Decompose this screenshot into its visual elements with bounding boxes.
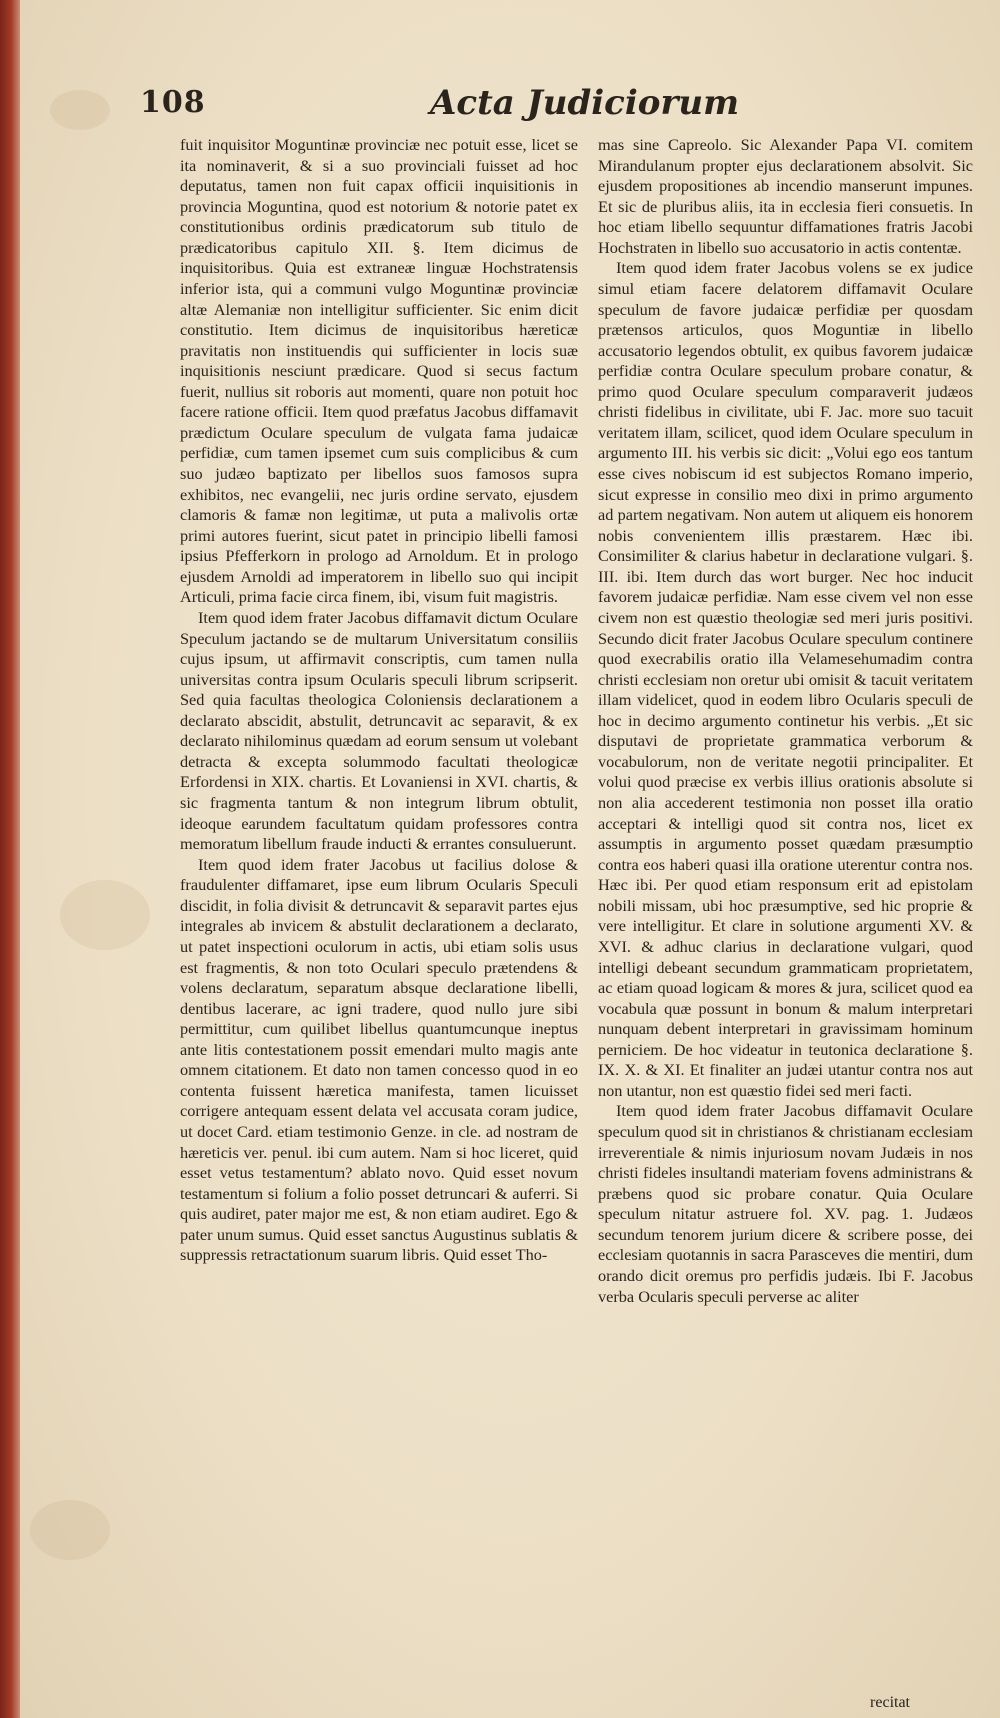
foxing-stain: [50, 90, 110, 130]
right-column: [598, 135, 973, 1307]
paragraph: Item quod idem frater Jacobus ut facilius dolose & fraudulenter diffamaret, ipse eum librum Ocularis Speculi discidit, in folia divisit & detruncavit & separavit partes ejus integrales ab invicem & abstulit declarationem a declarato, ut patet inspectioni oculorum in actis, ubi etiam solis usus est fragmentis, & non toto Oculari speculo prætendens & volens declaratum, separatum absque declaratione libelli, dentibus lacerare, ac igni tradere, quod nullo jure sibi permittitur, cum quilibet libellus quantumcunque ineptus ante litis contestationem possit emendari multo magis ante omnem citationem. Et dato non tamen concesso quod in eo contenta fuissent hæretica manifesta, tamen licuisset corrigere antequam essent delata vel accusata coram judice, ut docet Card. etiam testimonio Genze. in cle. ad nostram de hæreticis ver. penul. ibi cum autem. Nam si hoc liceret, quid esset vetus testamentum? ablato novo. Quid esset novum testamentum si folium a folio posset detruncari & auferri. Si quis audiret, pater major me est, & non etiam audiret. Ego & pater unum sumus. Quid esset sanctus Augustinus sublatis & suppressis retractationum suarum libris. Quid esset Tho-: [180, 854, 578, 1265]
foxing-stain: [30, 1500, 110, 1560]
paragraph: fuit inquisitor Moguntinæ provinciæ nec potuit esse, licet se ita nominaverit, & si a suo provinciali fuisset ad hoc deputatus, tamen non fuit capax officii inquisitionis in provincia Moguntina, quod est notorium & notorie patet ex constitutionibus ordinis prædicatorum sub titulo de prædicatoribus capitulo XII. §. Item dicimus de inquisitoribus. Quia est extraneæ linguæ Hochstratensis inferior ista, qui a communi vulgo Moguntinæ provinciæ altæ Alemaniæ non intelligitur sufficienter. Sic enim dicit constitutio. Item dicimus de inquisitoribus hæreticæ pravitatis non instituendis qui sufficienter in locis suæ inquisitionis nesciunt prædicare. Quod si secus factum fuerit, nullius sit roboris aut momenti, quare non potuit hoc facere ratione officii. Item quod præfatus Jacobus diffamavit prædictum Oculare speculum de vulgata fama judaicæ perfidiæ, cum tamen ipsemet cum suis complicibus & cum suo judæo baptizato per libellos suos famosos supra exhibitos, nec evangelii, nec juris ordine servato, ejusdem clamoris & famæ non legitimæ, ut puta a malivolis ortæ primi autores fuerint, sicut patet in principio libelli famosi ipsius Pfefferkorn in prologo ad Arnoldum. Et in prologo ejusdem Arnoldi ad imperatorem in libello suo qui incipit Articuli, prima facie circa finem, ibi, visum fuit magistris.: [180, 135, 578, 607]
paragraph: Item quod idem frater Jacobus volens se ex judice simul etiam facere delatorem diffamavit Oculare speculum de favore judaicæ perfidiæ per quosdam prætensos articulos, quos Moguntiæ in libello accusatorio legendos obtulit, ex quibus favorem judaicæ perfidiæ contra Oculare speculum probare conatur, & primo quod Oculare speculum comparaverit judæos christi fidelibus in civilitate, ubi F. Jac. more suo tacuit veritatem illam, scilicet, quod idem Oculare speculum in argumento III. his verbis sic dicit: „Volui ego eos tantum esse cives nobiscum id est subjectos Romano imperio, sicut expresse in consilio meo dixi in primo argumento ad partem negativam. Non autem ut aliquem eis honorem nobis convenientem illis præstarem. Hæc ibi. Consimiliter & clarius habetur in declaratione vulgari. §. III. ibi. Item durch das wort burger. Nec hoc inducit favorem judaicæ perfidiæ. Nam esse civem vel non esse civem non est quæstio theologiæ sed meri juris positivi. Secundo dicit frater Jacobus Oculare speculum continere quod execrabilis oratio illa Velamesehumadim contra christi ecclesiam non oretur ubi omisit & tacuit veritatem illam videlicet, quod in eodem libro Ocularis speculi de hoc in decimo argumento continetur his verbis. „Et sic disputavi de proprietate grammatica verborum & vocabulorum, non de veritate negotii principaliter. Et volui quod præcise ex verbis illius orationis absolute si non alia accederent testimonia non posset illa oratio acceptari & intelligi quod sit contra nos, licet ex assumptis in argumento posset quædam præsumptio contra eos haberi quasi illa oratione uterentur contra nos. Hæc ibi. Per quod etiam responsum erit ad epistolam nobili missam, ubi hoc præsumptive, sed hic proprie & vere intelligitur. Et clare in solutione argumenti XV. & XVI. & adhuc clarius in declaratione vulgari, quod intelligi debeant secundum grammaticam proprietatem, ac etiam quoad logicam & mores & jura, scilicet quod ea vocabula quæ possunt in bonum & malum interpretari nunquam debent interpretari in gravissimam hominum perniciem. De hoc videatur in teutonica declaratione §. IX. X. & XI. Et finaliter an judæi utantur contra nos aut non utantur, non est quæstio fidei sed meri facti.: [598, 258, 973, 1100]
page-number: 108: [140, 85, 206, 120]
running-header: [140, 85, 928, 125]
book-page: [20, 0, 1000, 1718]
paragraph: Item quod idem frater Jacobus diffamavit dictum Oculare Speculum jactando se de multarum Universitatum consiliis cujus ipsum, ut affirmavit conscriptis, cum tamen nulla universitas contra ipsum Ocularis speculi librum scripserit. Sed quia facultas theologica Coloniensis declarationem a declarato abscidit, abstulit, detruncavit ac separavit, & ex declarato nihilominus quædam ad eorum sensum ut volebant detracta & excepta solummodo facultati theologicæ Erfordensi in XIX. chartis. Et Lovaniensi in XVI. chartis, & sic fragmenta tantum & non integrum librum obtulit, ideoque earundem facultatum quidam professores contra memoratum libellum fraude inducti & errantes consuluerunt.: [180, 607, 578, 854]
foxing-stain: [60, 880, 150, 950]
catchword: recitat: [870, 1694, 910, 1711]
paragraph: Item quod idem frater Jacobus diffamavit Oculare speculum quod sit in christianos & christianam ecclesiam irreverentiale & nimis injuriosum novam Judæis in nos christi fideles insultandi materiam fovens administrans & præbens quod sic probare conatur. Quia Oculare speculum nitatur astruere fol. XV. pag. 1. Judæos secundum tenorem jurium dicere & scribere posse, dei ecclesiam quotannis in sacra Parasceves die mentiri, dum orando dicit oremus pro perfidis judæis. Ibi F. Jacobus verba Ocularis speculi perverse ac aliter: [598, 1101, 973, 1306]
book-spine-edge: [0, 0, 20, 1718]
left-column: [180, 135, 578, 1266]
running-title: Acta Judiciorum: [430, 83, 740, 123]
paragraph: mas sine Capreolo. Sic Alexander Papa VI. comitem Mirandulanum propter ejus declarationem absolvit. Sic ejusdem propositiones ab incendio manserunt impunes. Et sic de pluribus aliis, ita in ecclesia fieri consuetis. In hoc etiam libello sequuntur diffamationes fratris Jacobi Hochstraten in libello suo accusatorio in actis contentæ.: [598, 135, 973, 257]
